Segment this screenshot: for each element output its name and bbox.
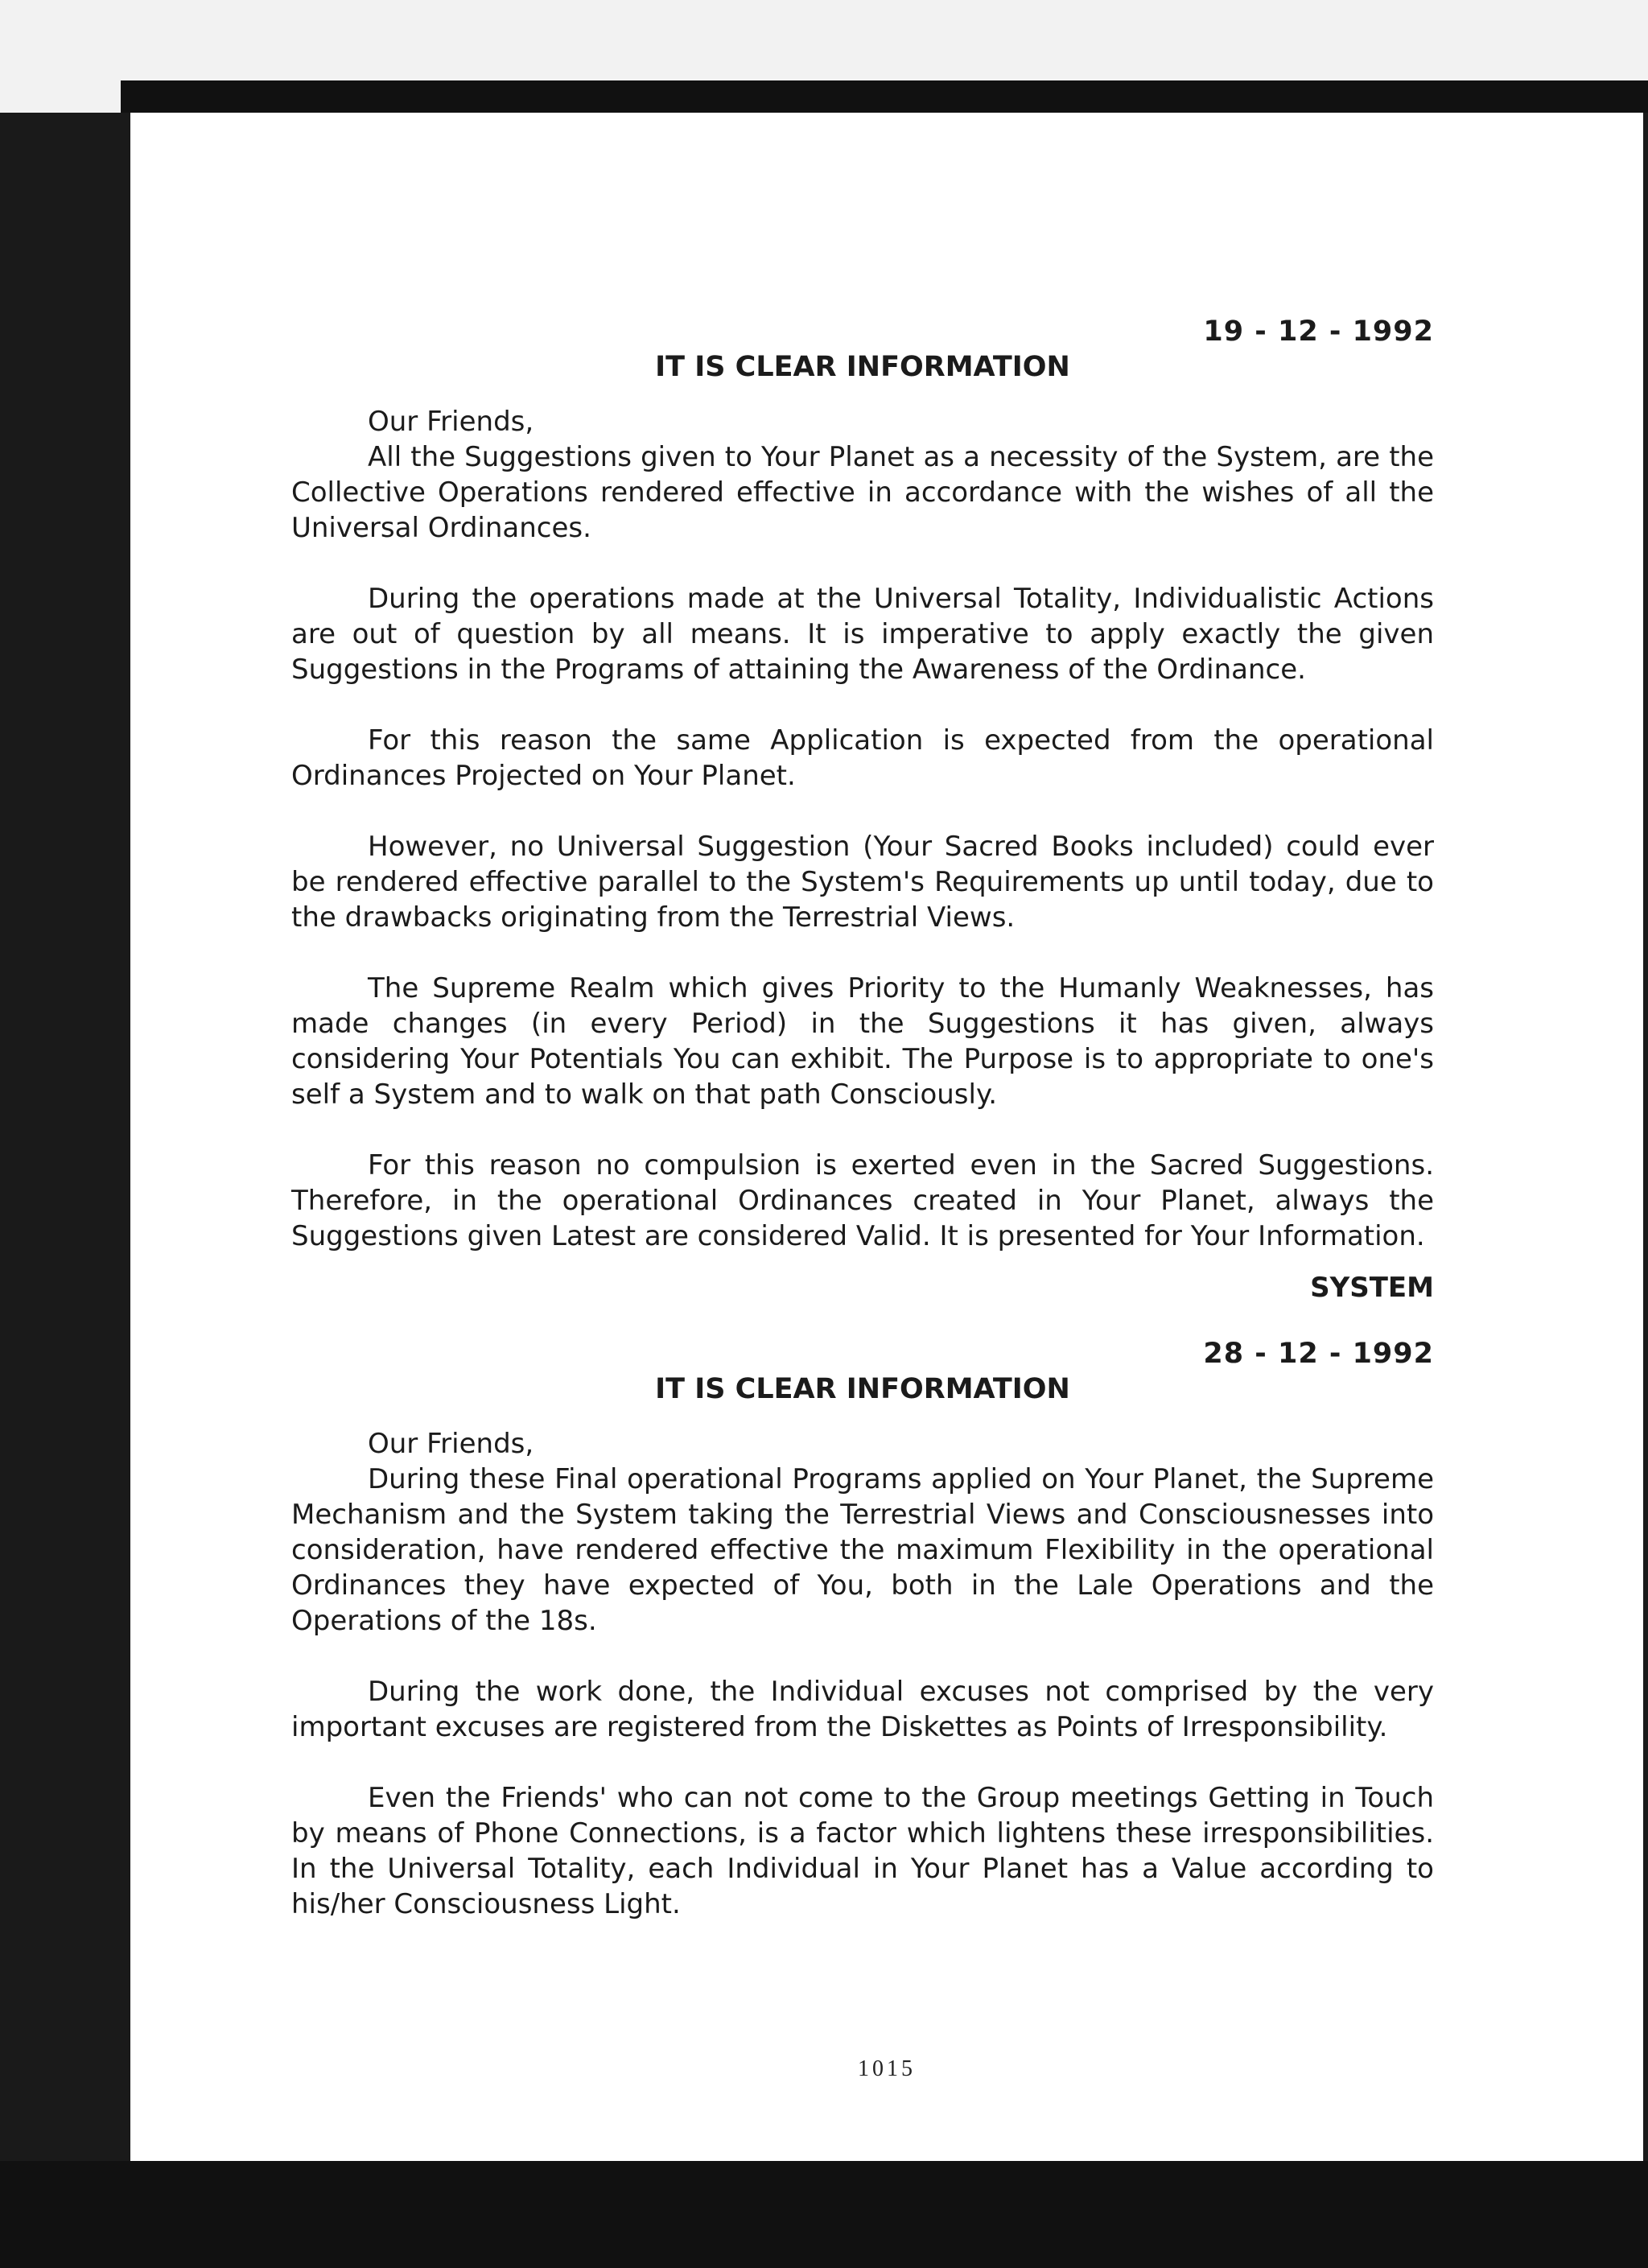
scan-top-edge [121, 80, 1648, 113]
paragraph: For this reason no compulsion is exerted even in the Sacred Suggestions. Therefore, in the operational Ordinances created in Your Planet, always the Suggestions given Latest are considered Valid. It is presented for Your Information. [291, 1149, 1434, 1252]
salutation: Our Friends, [368, 1428, 534, 1460]
signature: SYSTEM [1310, 1272, 1434, 1304]
paragraph: All the Suggestions given to Your Planet as a necessity of the System, are the Collective Operations rendered effective in accordance with the wishes of all the Universal Ordinances. [291, 441, 1434, 544]
entry-date: 28 - 12 - 1992 [1203, 1338, 1434, 1370]
page-content [291, 314, 1434, 1922]
paragraph: During these Final operational Programs applied on Your Planet, the Supreme Mechanism and the System taking the Terrestrial Views and Consciousnesses into consideration, have rendered effective the maximum Flexibility in the operational Ordinances they have expected of You, both in the Lale Operations and the Operations of the 18s. [291, 1463, 1434, 1637]
salutation: Our Friends, [368, 406, 534, 438]
paragraph: However, no Universal Suggestion (Your Sacred Books included) could ever be rendered effective parallel to the System's Requirements up until today, due to the drawbacks originating from the Terrestrial Views. [291, 831, 1434, 934]
paragraph: For this reason the same Application is expected from the operational Ordinances Projected on Your Planet. [291, 724, 1434, 792]
paragraph: Even the Friends' who can not come to the Group meetings Getting in Touch by means of Phone Connections, is a factor which lightens these irresponsibilities. In the Universal Totality, each Individual in Your Planet has a Value according to his/her Consciousness Light. [291, 1782, 1434, 1920]
entry-title: IT IS CLEAR INFORMATION [655, 1373, 1070, 1405]
document-page [130, 113, 1643, 2161]
paragraph: The Supreme Realm which gives Priority to the Humanly Weaknesses, has made changes (in every Period) in the Suggestions it has given, always considering Your Potentials You can exhibit. The Purpose is to appropriate to one's self a System and to walk on that path Consciously. [291, 972, 1434, 1111]
entry-title: IT IS CLEAR INFORMATION [655, 351, 1070, 383]
entry-2 [291, 1336, 1434, 1922]
entry-1 [291, 314, 1434, 1305]
scan-bottom-margin [0, 2161, 1648, 2268]
page-number: 1015 [858, 2056, 916, 2081]
entry-date: 19 - 12 - 1992 [1203, 315, 1434, 348]
paragraph: During the operations made at the Universal Totality, Individualistic Actions are out of question by all means. It is imperative to apply exactly the given Suggestions in the Programs of attaining the Awareness of the Ordinance. [291, 583, 1434, 686]
paragraph: During the work done, the Individual excuses not comprised by the very important excuses are registered from the Diskettes as Points of Irresponsibility. [291, 1676, 1434, 1743]
